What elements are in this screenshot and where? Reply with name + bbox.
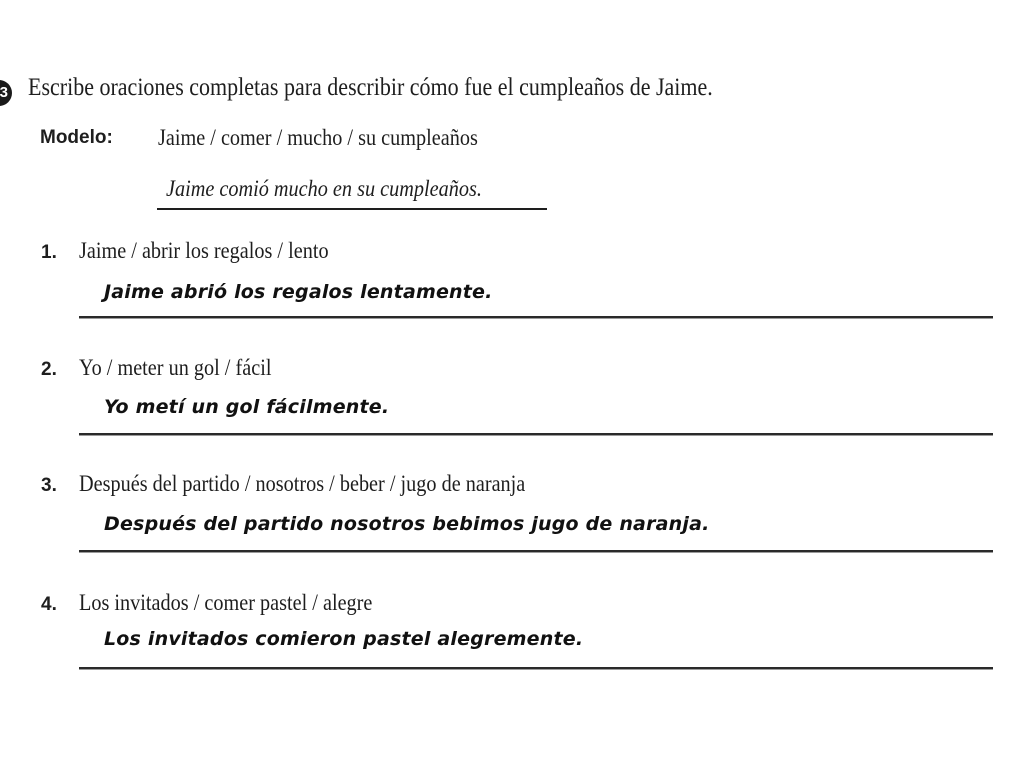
item-2-prompt: Yo / meter un gol / fácil (79, 355, 272, 380)
item-3-number: 3. (41, 475, 57, 496)
item-4-answer[interactable]: Los invitados comieron pastel alegremente. (104, 628, 584, 650)
item-4-number: 4. (41, 594, 57, 615)
model-prompt: Jaime / comer / mucho / su cumpleaños (158, 125, 478, 150)
model-answer-line (157, 208, 547, 210)
exercise-instructions: Escribe oraciones completas para describir cómo fue el cumpleaños de Jaime. (28, 74, 713, 101)
item-1-number: 1. (41, 242, 57, 263)
item-3-answer[interactable]: Después del partido nosotros bebimos jugo de naranja. (104, 513, 710, 535)
item-3-answer-line (79, 550, 993, 552)
item-4-prompt: Los invitados / comer pastel / alegre (79, 590, 373, 615)
model-label: Modelo: (40, 127, 113, 148)
item-2-answer[interactable]: Yo metí un gol fácilmente. (104, 396, 390, 418)
item-2-answer-line (79, 433, 993, 435)
item-4-answer-line (79, 667, 993, 669)
exercise-number-badge: 3 (0, 80, 12, 106)
item-2-number: 2. (41, 359, 57, 380)
item-1-prompt: Jaime / abrir los regalos / lento (79, 238, 329, 263)
model-answer: Jaime comió mucho en su cumpleaños. (166, 176, 482, 201)
item-1-answer-line (79, 316, 993, 318)
item-3-prompt: Después del partido / nosotros / beber / jugo de naranja (79, 471, 526, 496)
item-1-answer[interactable]: Jaime abrió los regalos lentamente. (104, 281, 493, 303)
